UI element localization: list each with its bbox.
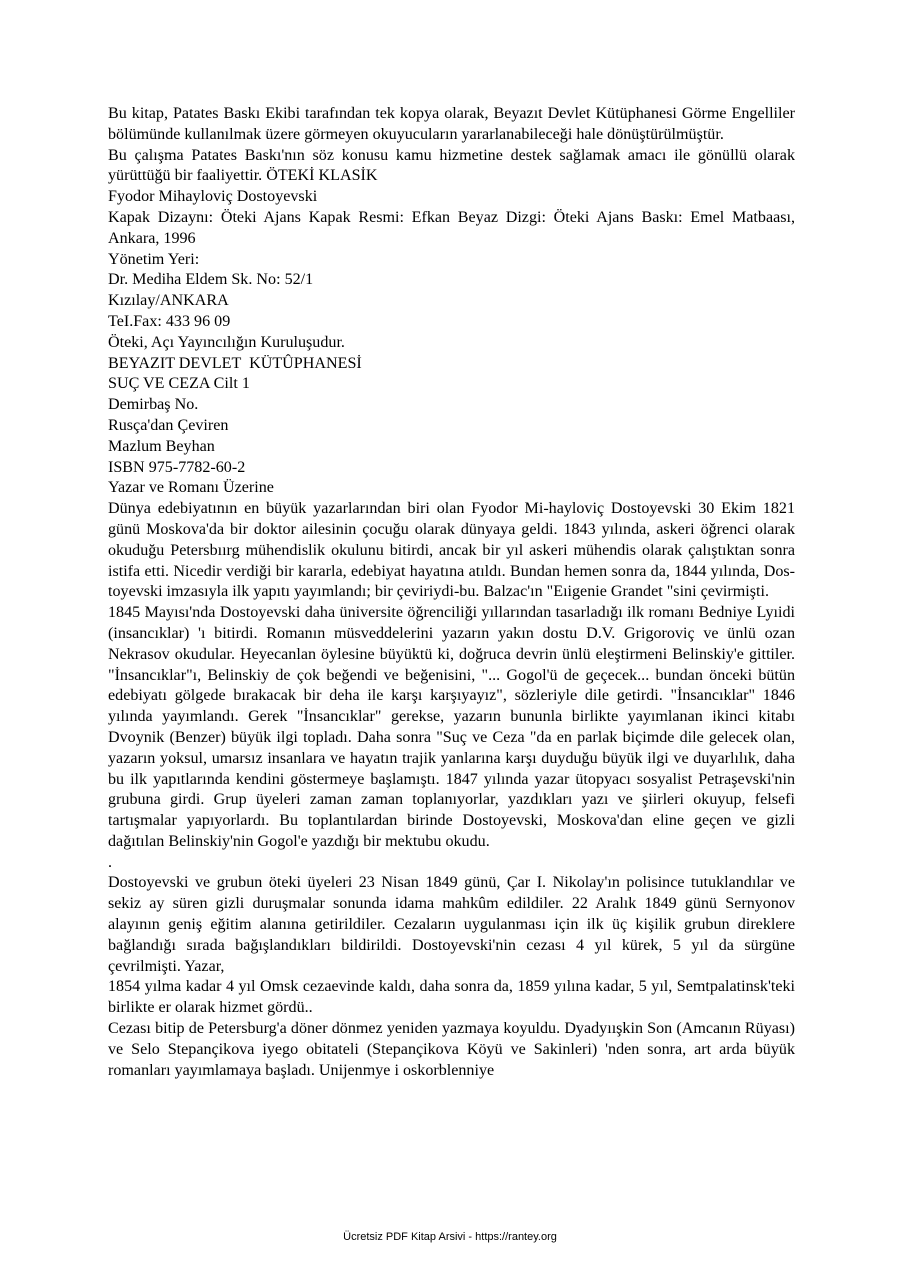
- book-title: SUÇ VE CEZA Cilt 1: [108, 375, 250, 393]
- paragraph-biography-5: Cezası bitip de Petersburg'a döner dönmez yeniden yazmaya koyuldu. Dyadyıışkin Son (Amcanın Rüyası) ve Selo Stepançikova iyego obitateli (Stepançikova Köyü ve Sakinleri) 'nden sonra, art arda büyük romanları yayımlamaya başladı. Unijenmye i oskorblenniye: [108, 1020, 795, 1079]
- library-name: BEYAZIT DEVLET KÜTÛPHANESİ: [108, 354, 362, 372]
- address-street: Dr. Mediha Eldem Sk. No: 52/1: [108, 271, 314, 289]
- phone-fax: TeI.Fax: 433 96 09: [108, 312, 231, 330]
- paragraph-biography-4: 1854 yılma kadar 4 yıl Omsk cezaevinde kaldı, daha sonra da, 1859 yılına kadar, 5 yıl, Semtpalatinsk'teki birlikte er olarak hizmet gördü..: [108, 978, 795, 1017]
- isbn: ISBN 975-7782-60-2: [108, 458, 246, 476]
- inventory-label: Demirbaş No.: [108, 396, 199, 414]
- paragraph-volunteer: Bu çalışma Patates Baskı'nın söz konusu kamu hizmetine destek sağlamak amacı ile gönüllü olarak yürüttüğü bir faaliyettir. ÖTEKİ KLASİK: [108, 146, 795, 185]
- paragraph-biography-3: Dostoyevski ve grubun öteki üyeleri 23 Nisan 1849 günü, Çar I. Nikolay'ın polisince tutuklandılar ve sekiz ay süren gizli duruşmalar sonunda idama mahkûm edildiler. 22 Aralık 1849 günü Sernyonov alayının geniş eğitim alanına getirildiler. Cezaların uygulanması için ilk üç kişilik grubun direklere bağlandığı sırada bağışlandıkları bildirildi. Dostoyevski'nin cezası 4 yıl kürek, 5 yıl da sürgüne çevrilmişti. Yazar,: [108, 874, 795, 975]
- translator-label: Rusça'dan Çeviren: [108, 416, 229, 434]
- section-heading: Yazar ve Romanı Üzerine: [108, 479, 274, 497]
- paragraph-biography-1: Dünya edebiyatının en büyük yazarlarından biri olan Fyodor Mi-hayloviç Dostoyevski 30 Ekim 1821 günü Moskova'da bir doktor ailesinin çocuğu olarak dünyaya geldi. 1843 yılında, askeri öğrenci olarak okuduğu Petersbıırg mühendislik okulunu bitirdi, ancak bir yıl askeri mühendis olarak çalıştıktan sonra istifa etti. Nicedir verdiği bir kararla, edebiyat hayatına atıldı. Bundan hemen sonra da, 1844 yılında, Dos-toyevski imzasıyla ilk yapıtı yayımlandı; bir çeviriydi-bu. Balzac'ın "Eıigenie Grandet "sini çevirmişti.: [108, 500, 795, 601]
- separator-dot: .: [108, 853, 113, 871]
- publisher-note: Öteki, Açı Yayıncılığın Kuruluşudur.: [108, 333, 345, 351]
- management-label: Yönetim Yeri:: [108, 250, 200, 268]
- document-body: [108, 104, 795, 1081]
- credits-line: Kapak Dizaynı: Öteki Ajans Kapak Resmi: Efkan Beyaz Dizgi: Öteki Ajans Baskı: Emel Matbaası, Ankara, 1996: [108, 208, 795, 247]
- address-city: Kızılay/ANKARA: [108, 292, 229, 310]
- translator-name: Mazlum Beyhan: [108, 437, 215, 455]
- author-name: Fyodor Mihayloviç Dostoyevski: [108, 188, 318, 206]
- paragraph-biography-2: 1845 Mayısı'nda Dostoyevski daha üniversite öğrenciliği yıllarından tasarladığı ilk romanı Bedniye Lyıidi (insancıklar) 'ı bitirdi. Romanın müsveddelerini yazarın yakın dostu D.V. Grigoroviç ve ünlü ozan Nekrasov okudular. Heyecanlan öylesine büyüktü ki, doğruca devrin ünlü eleştirmeni Belinskiy'e gittiler. "İnsancıklar"ı, Belinskiy de çok beğendi ve beğenisini, "... Gogol'ü de geçecek... bundan önceki bütün edebiyatı gölgede bırakacak bir deha ile karşı karşıyayız", sözleriyle dile getirdi. "İnsancıklar" 1846 yılında yayımlandı. Gerek "İnsancıklar" gerekse, yazarın bununla birlikte yayımlanan ikinci kitabı Dvoynik (Benzer) büyük ilgi topladı. Daha sonra "Suç ve Ceza "da en parlak biçimde dile gelecek olan, yazarın yoksul, umarsız insanlara ve hayatın trajik yanlarına karşı duyduğu büyük ilgi ve duyarlılık, daha bu ilk yapıtlarında kendini göstermeye başlamıştı. 1847 yılında yazar ütopyacı sosyalist Petraşevski'nin grubuna girdi. Grup üyeleri zaman zaman toplanıyorlar, yazdıkları yazı ve şiirleri okuyup, felsefi tartışmalar yapıyorlardı. Bu toplantılardan birinde Dostoyevski, Moskova'dan eline geçen ve gizli dağıtılan Belinskiy'nin Gogol'e yazdığı bir mektubu okudu.: [108, 604, 795, 850]
- page-footer: Ücretsiz PDF Kitap Arsivi - https://rantey.org: [343, 1231, 557, 1243]
- paragraph-notice: Bu kitap, Patates Baskı Ekibi tarafından tek kopya olarak, Beyazıt Devlet Kütüphanesi Görme Engelliler bölümünde kullanılmak üzere görmeyen okuyucuların yararlanabileceği hale dönüştürülmüştür.: [108, 105, 795, 143]
